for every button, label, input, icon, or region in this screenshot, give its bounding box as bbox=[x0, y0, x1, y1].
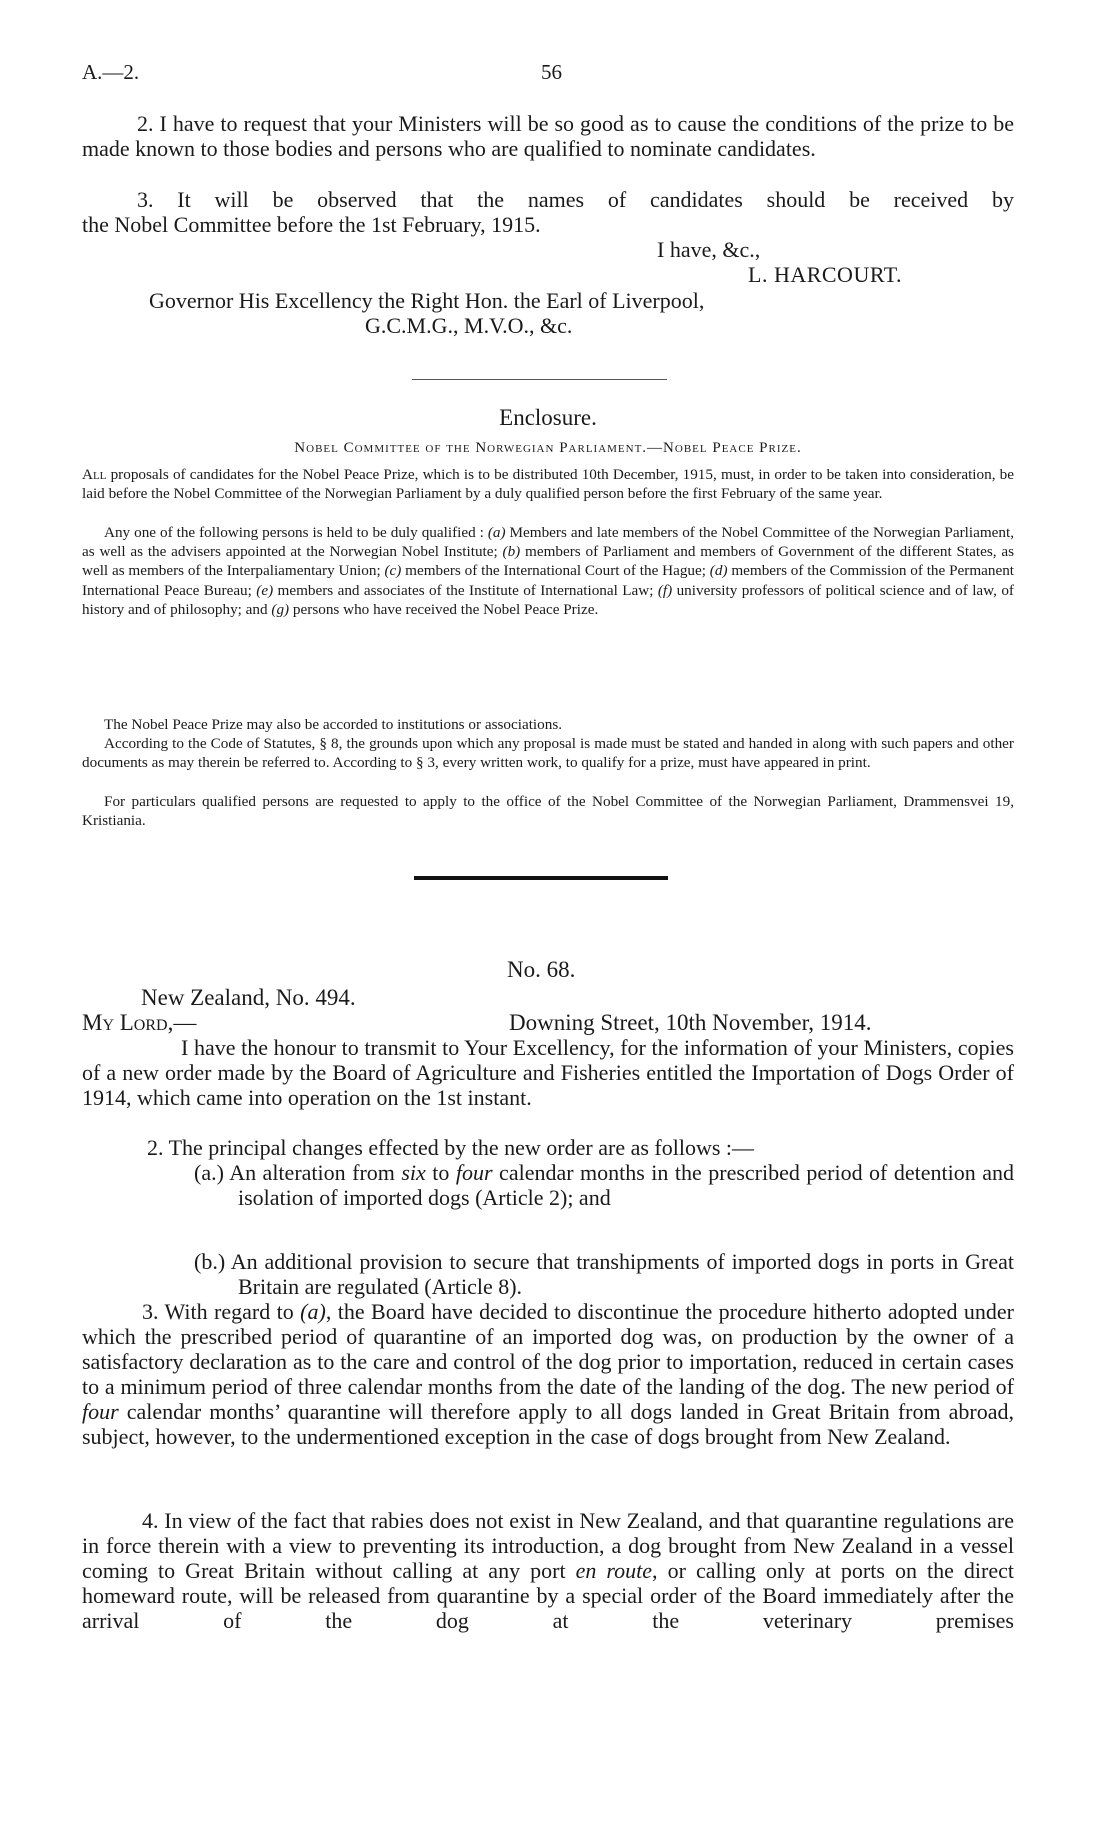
letter2-paragraph-3: 3. With regard to (a), the Board have decided to discontinue the procedure hitherto adopted under which the prescribed period of quarantine of an imported dog was, on production by the owner of a satisfactory declaration as to the care and control of the dog prior to importation, reduced in certain cases to a minimum period of three calendar months from the date of the landing of the dog. The new period of four calendar months’ quarantine will therefore apply to all dogs landed in Great Britain from abroad, subject, however, to the undermentioned exception in the case of dogs brought from New Zealand. bbox=[82, 1299, 1014, 1449]
enclosure-paragraph-3: The Nobel Peace Prize may also be accorded to institutions or associations. bbox=[104, 716, 563, 733]
enclosure-paragraph-4: According to the Code of Statutes, § 8, the grounds upon which any proposal is made must be stated and handed in along with such papers and other documents as may therein be referred to. According to § 3, every written work, to qualify for a prize, must have appeared in print. bbox=[82, 735, 1014, 772]
enclosure-paragraph-5: For particulars qualified persons are requested to apply to the office of the Nobel Committee of the Norwegian Parliament, Drammensvei 19, Kristiania. bbox=[82, 793, 1014, 830]
letter2-date-line: Downing Street, 10th November, 1914. bbox=[509, 1010, 872, 1035]
enclosure-paragraph-2: Any one of the following persons is held to be duly qualified : (a) Members and late members of the Nobel Committee of the Norwegian Parliament, as well as the advisers appointed at the Norwegian Nobel Institute; (b) members of Parliament and members of Government of the different States, as well as members of the Interpaliamentary Union; (c) members of the International Court of the Hague; (d) members of the Commission of the Permanent International Peace Bureau; (e) members and associates of the Institute of International Law; (f) university professors of political science and of law, of history and of philosophy; and (g) persons who have received the Nobel Peace Prize. bbox=[82, 524, 1015, 618]
letter2-dispatch-number: New Zealand, No. 494. bbox=[141, 985, 356, 1010]
letter2-item-a: (a.) An alteration from six to four calendar months in the prescribed period of detention and isolation of imported dogs (Article 2); and bbox=[194, 1160, 1014, 1210]
letter-separator bbox=[414, 876, 668, 880]
letter1-paragraph-3-line-1: 3. It will be observed that the names of candidates should be received by bbox=[137, 187, 1014, 212]
letter1-paragraph-3-line-2: the Nobel Committee before the 1st February, 1915. bbox=[82, 212, 541, 237]
letter1-signature: L. HARCOURT. bbox=[748, 262, 902, 287]
letter2-paragraph-2: 2. The principal changes effected by the new order are as follows :— bbox=[147, 1135, 755, 1160]
letter1-closing: I have, &c., bbox=[657, 237, 761, 262]
letter2-paragraph-1: I have the honour to transmit to Your Excellency, for the information of your Ministers, copies of a new order made by the Board of Agriculture and Fisheries entitled the Importation of Dogs Order of 1914, which came into operation on the 1st instant. bbox=[82, 1035, 1014, 1110]
enclosure-title: Enclosure. bbox=[499, 405, 597, 430]
document-reference: A.—2. bbox=[82, 60, 140, 84]
letter2-salutation: My Lord,— bbox=[82, 1010, 197, 1035]
letter1-paragraph-2: 2. I have to request that your Ministers will be so good as to cause the conditions of the prize to be made known to those bodies and persons who are qualified to nominate candidates. bbox=[82, 111, 1014, 161]
enclosure-paragraph-1: All proposals of candidates for the Nobel Peace Prize, which is to be distributed 10th December, 1915, must, in order to be taken into consideration, be laid before the Nobel Committee of the Norwegian Parliament by a duly qualified person before the first February of the same year. bbox=[82, 466, 1014, 503]
letter2-number: No. 68. bbox=[507, 957, 576, 982]
letter1-addressee: Governor His Excellency the Right Hon. the Earl of Liverpool, bbox=[149, 288, 705, 313]
letter1-addressee-honours: G.C.M.G., M.V.O., &c. bbox=[365, 313, 573, 338]
section-divider bbox=[412, 379, 667, 380]
letter2-paragraph-4: 4. In view of the fact that rabies does not exist in New Zealand, and that quarantine regulations are in force therein with a view to preventing its introduction, a dog brought from New Zealand in a vessel coming to Great Britain without calling at any port en route, or calling only at ports on the direct homeward route, will be released from quarantine by a special order of the Board immediately after the arrival of the dog at the veterinary premises bbox=[82, 1508, 1015, 1633]
page-number: 56 bbox=[541, 60, 562, 84]
enclosure-lead-word: All bbox=[82, 466, 107, 483]
enclosure-heading: Nobel Committee of the Norwegian Parliament.—Nobel Peace Prize. bbox=[294, 440, 802, 456]
letter2-item-b: (b.) An additional provision to secure that transhipments of imported dogs in ports in Great Britain are regulated (Article 8). bbox=[194, 1249, 1014, 1299]
